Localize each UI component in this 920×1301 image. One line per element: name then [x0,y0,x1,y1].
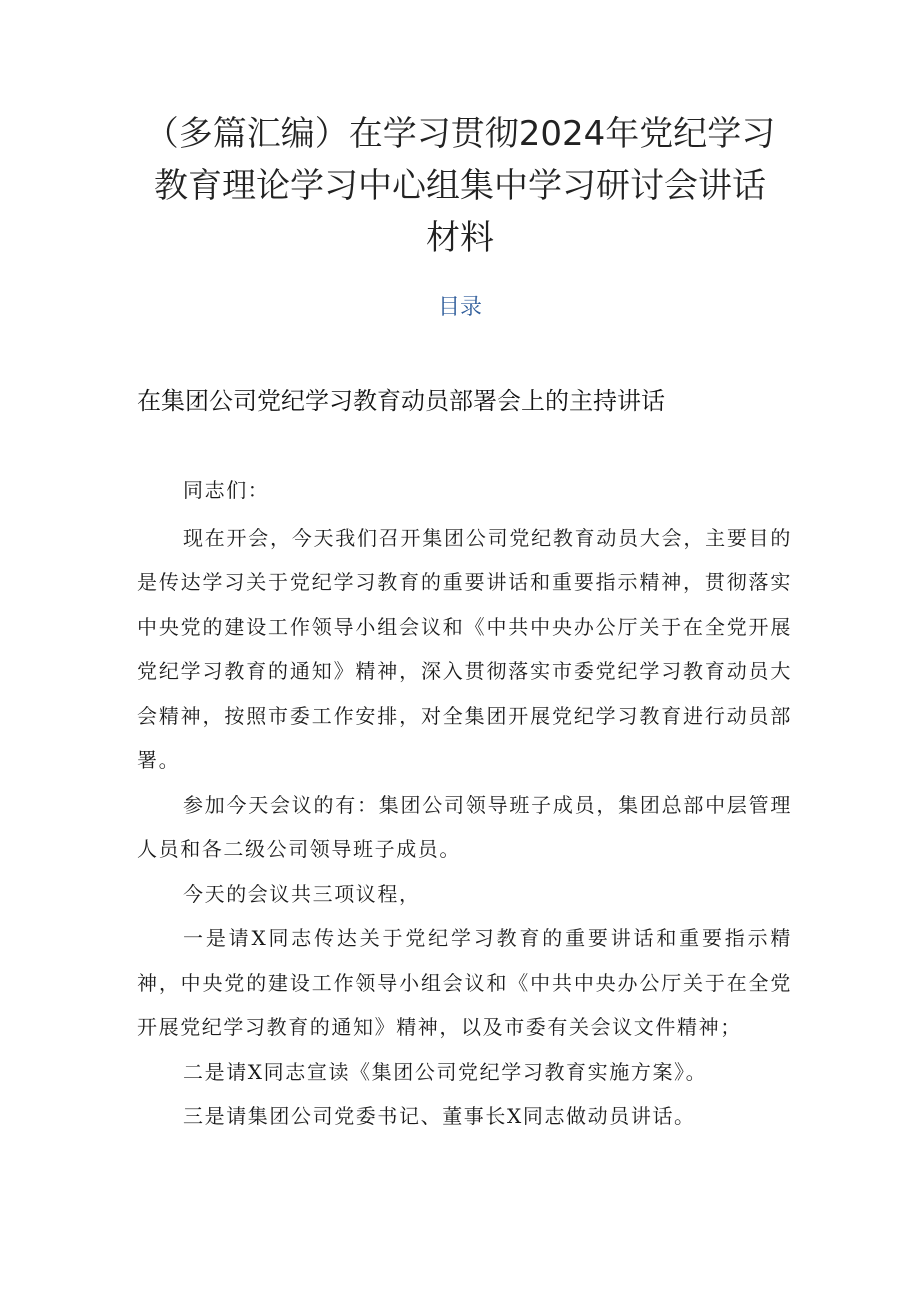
paragraph-opening: 现在开会，今天我们召开集团公司党纪教育动员大会，主要目的是传达学习关于党纪学习教育的重要讲话和重要指示精神，贯彻落实中央党的建设工作领导小组会议和《中共中央办公厅关于在全党开展党纪学习教育的通知》精神，深入贯彻落实市委党纪学习教育动员大会精神，按照市委工作安排，对全集团开展党纪学习教育进行动员部署。 [137,525,792,772]
document-title-line-3: 材料 [426,218,494,258]
section-title: 在集团公司党纪学习教育动员部署会上的主持讲话 [137,387,665,415]
document-body [137,468,792,1139]
document-title [120,108,800,264]
paragraph-agenda-item-3: 三是请集团公司党委书记、董事长X同志做动员讲话。 [183,1104,696,1128]
document-title-line-2: 教育理论学习中心组集中学习研讨会讲话 [154,166,766,206]
paragraph-greeting: 同志们： [183,478,270,502]
paragraph-agenda-item-1: 一是请X同志传达关于党纪学习教育的重要讲话和重要指示精神，中央党的建设工作领导小组会议和《中共中央办公厅关于在全党开展党纪学习教育的通知》精神，以及市委有关会议文件精神； [137,926,792,1039]
paragraph-agenda-item-2: 二是请X同志宣读《集团公司党纪学习教育实施方案》。 [183,1059,708,1084]
toc-heading[interactable]: 目录 [437,295,482,320]
paragraph-attendees: 参加今天会议的有：集团公司领导班子成员，集团总部中层管理人员和各二级公司领导班子成员。 [137,792,792,861]
paragraph-agenda-intro: 今天的会议共三项议程， [183,881,421,906]
document-title-line-1: （多篇汇编）在学习贯彻2024年党纪学习 [144,114,776,154]
